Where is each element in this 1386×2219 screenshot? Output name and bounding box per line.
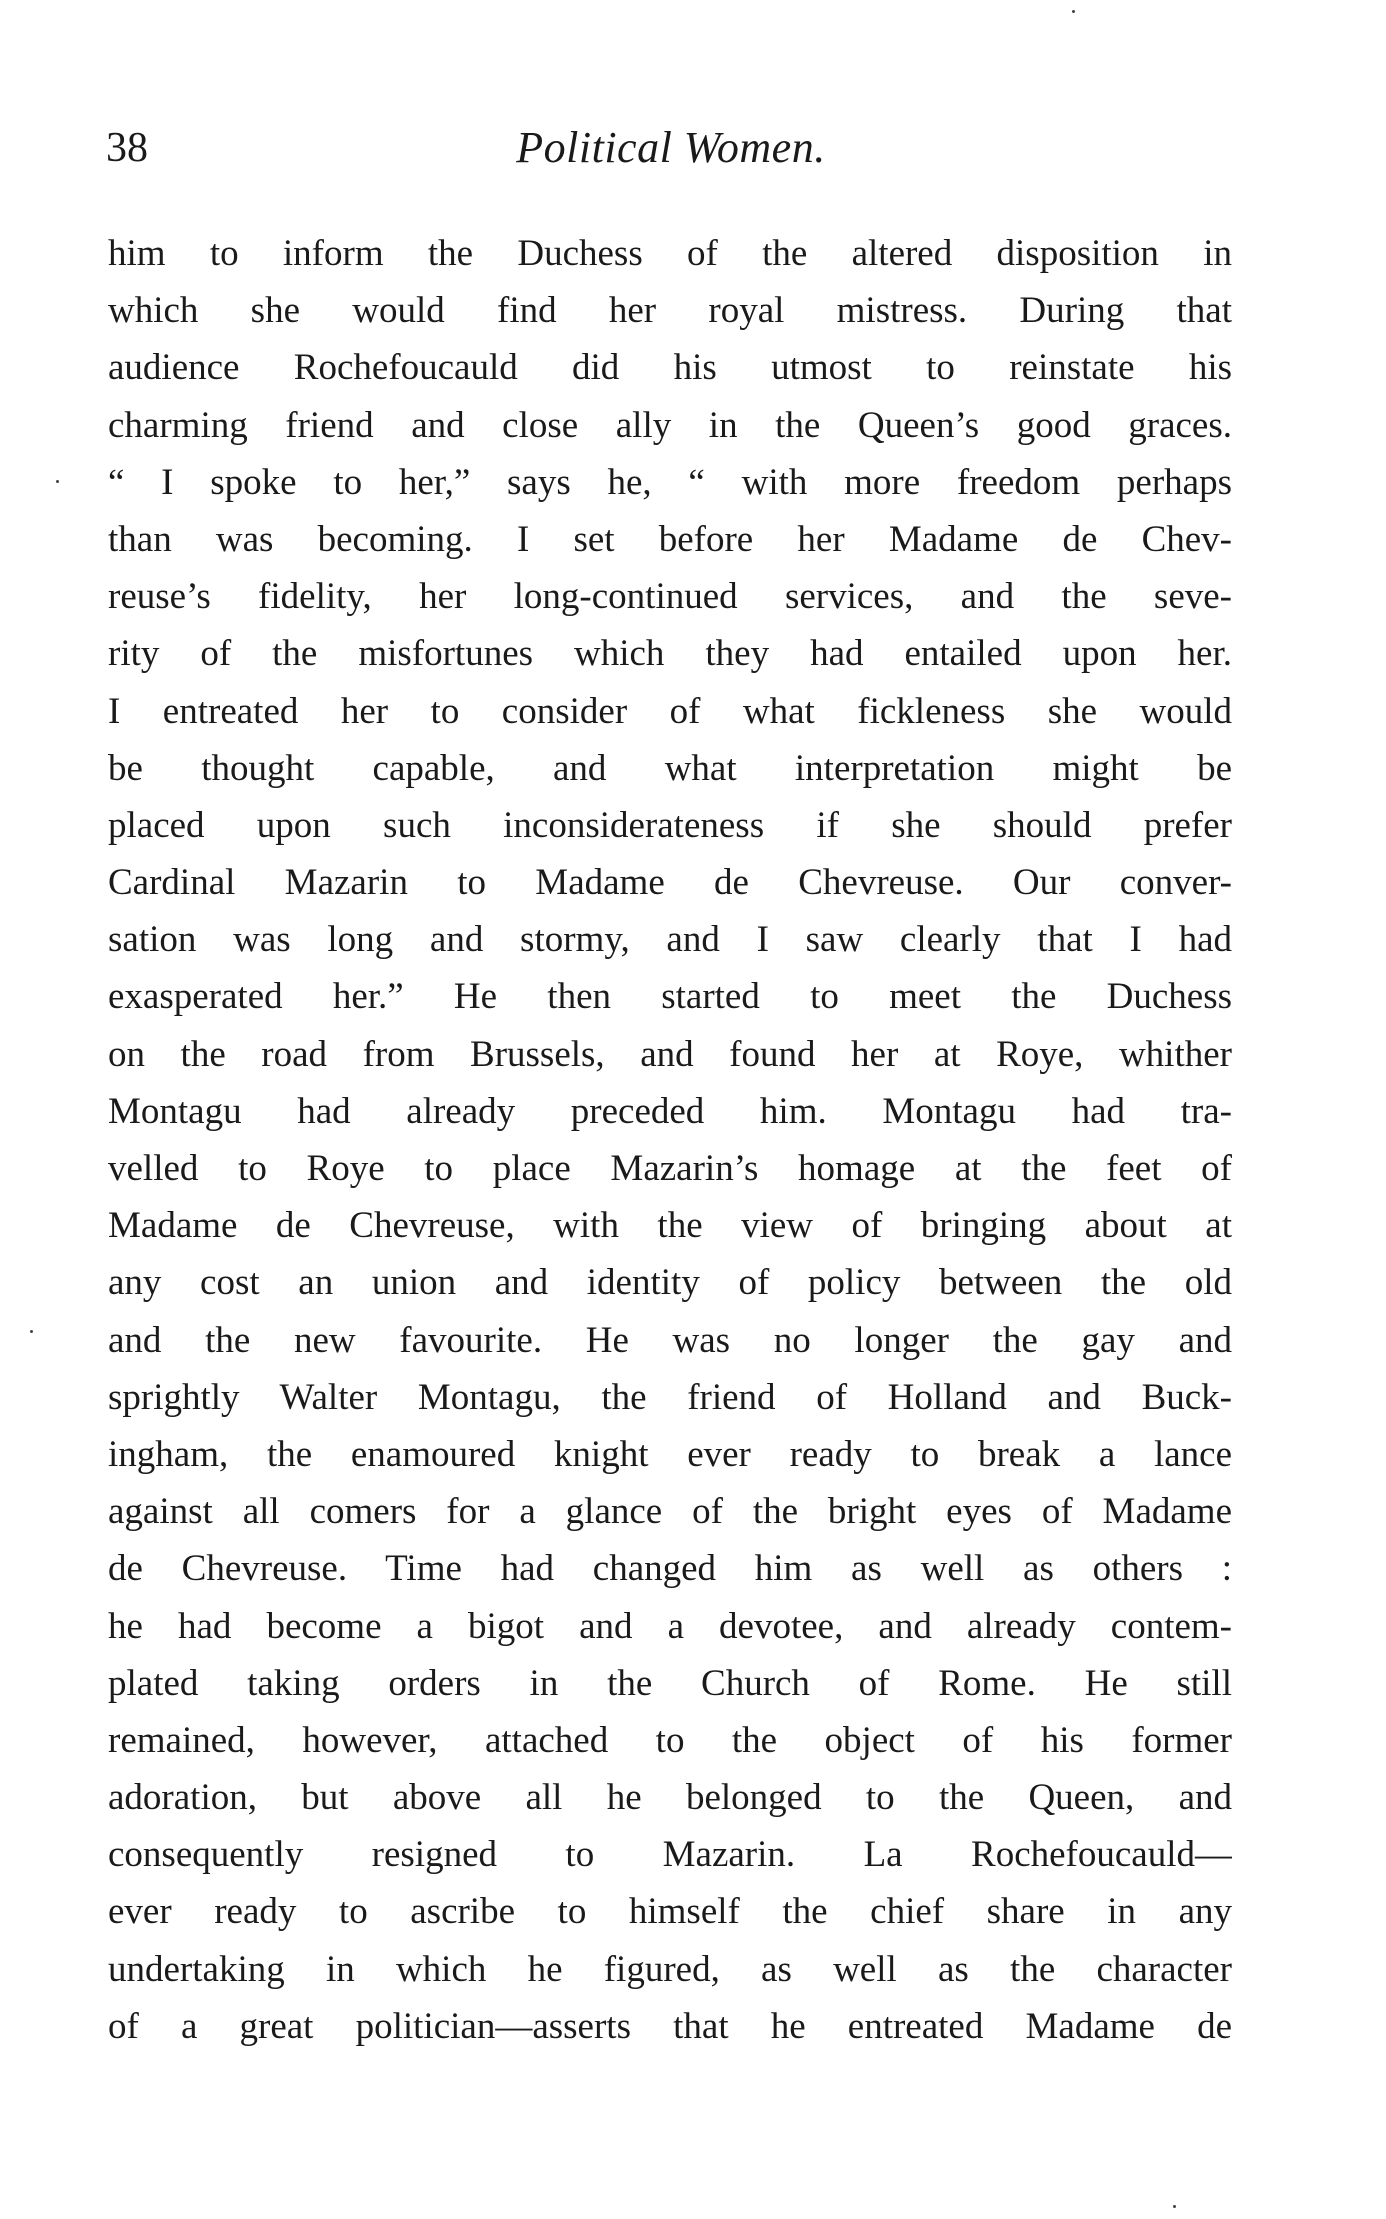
print-speck (30, 1330, 33, 1333)
text-line: him to inform the Duchess of the altered disposition in (108, 233, 1232, 274)
text-line: velled to Roye to place Mazarin’s homage at the feet of (108, 1148, 1232, 1189)
text-line: be thought capable, and what interpretation might be (108, 747, 1232, 789)
text-line: I entreated her to consider of what fickleness she would (108, 690, 1232, 732)
text-line: plated taking orders in the Church of Rome. He still (108, 1662, 1232, 1704)
text-line: consequently resigned to Mazarin. La Rochefoucauld— (108, 1834, 1232, 1876)
running-title: Political Women. (516, 123, 826, 172)
body-text (108, 225, 1232, 2055)
text-line: Montagu had already preceded him. Montagu had tra- (108, 1090, 1232, 1132)
text-line: placed upon such inconsiderateness if she should prefer (108, 804, 1232, 846)
text-line: of a great politician—asserts that he entreated Madame de (108, 2005, 1232, 2047)
text-line: sprightly Walter Montagu, the friend of Holland and Buck- (108, 1376, 1232, 1418)
text-line: any cost an union and identity of policy between the old (108, 1262, 1232, 1304)
text-line: reuse’s fidelity, her long-continued services, and the seve- (108, 576, 1232, 618)
text-line: ingham, the enamoured knight ever ready to break a lance (108, 1433, 1232, 1475)
text-line: “ I spoke to her,” says he, “ with more freedom perhaps (108, 461, 1232, 503)
text-line: adoration, but above all he belonged to the Queen, and (108, 1777, 1232, 1819)
text-line: Madame de Chevreuse, with the view of bringing about at (108, 1205, 1232, 1247)
text-line: which she would find her royal mistress. During that (108, 290, 1232, 332)
text-line: charming friend and close ally in the Queen’s good graces. (108, 404, 1232, 446)
text-line: rity of the misfortunes which they had entailed upon her. (108, 633, 1232, 675)
text-line: and the new favourite. He was no longer the gay and (108, 1319, 1232, 1361)
text-line: than was becoming. I set before her Madame de Chev- (108, 518, 1232, 560)
text-line: on the road from Brussels, and found her at Roye, whither (108, 1033, 1232, 1075)
print-speck (56, 480, 59, 483)
text-line: Cardinal Mazarin to Madame de Chevreuse. Our conver- (108, 862, 1232, 904)
text-line: ever ready to ascribe to himself the chief share in any (108, 1891, 1232, 1933)
text-line: remained, however, attached to the object of his former (108, 1719, 1232, 1761)
text-line: undertaking in which he figured, as well as the character (108, 1948, 1232, 1990)
text-line: he had become a bigot and a devotee, and already contem- (108, 1605, 1232, 1647)
print-speck (1072, 10, 1075, 13)
text-line: sation was long and stormy, and I saw clearly that I had (108, 919, 1232, 961)
page-number: 38 (106, 125, 148, 171)
page-header (106, 118, 1236, 178)
text-line: de Chevreuse. Time had changed him as well as others : (108, 1548, 1232, 1590)
text-line: audience Rochefoucauld did his utmost to reinstate his (108, 347, 1232, 389)
text-line: against all comers for a glance of the bright eyes of Madame (108, 1491, 1232, 1533)
print-speck (1173, 2205, 1176, 2208)
text-line: exasperated her.” He then started to meet the Duchess (108, 976, 1232, 1018)
